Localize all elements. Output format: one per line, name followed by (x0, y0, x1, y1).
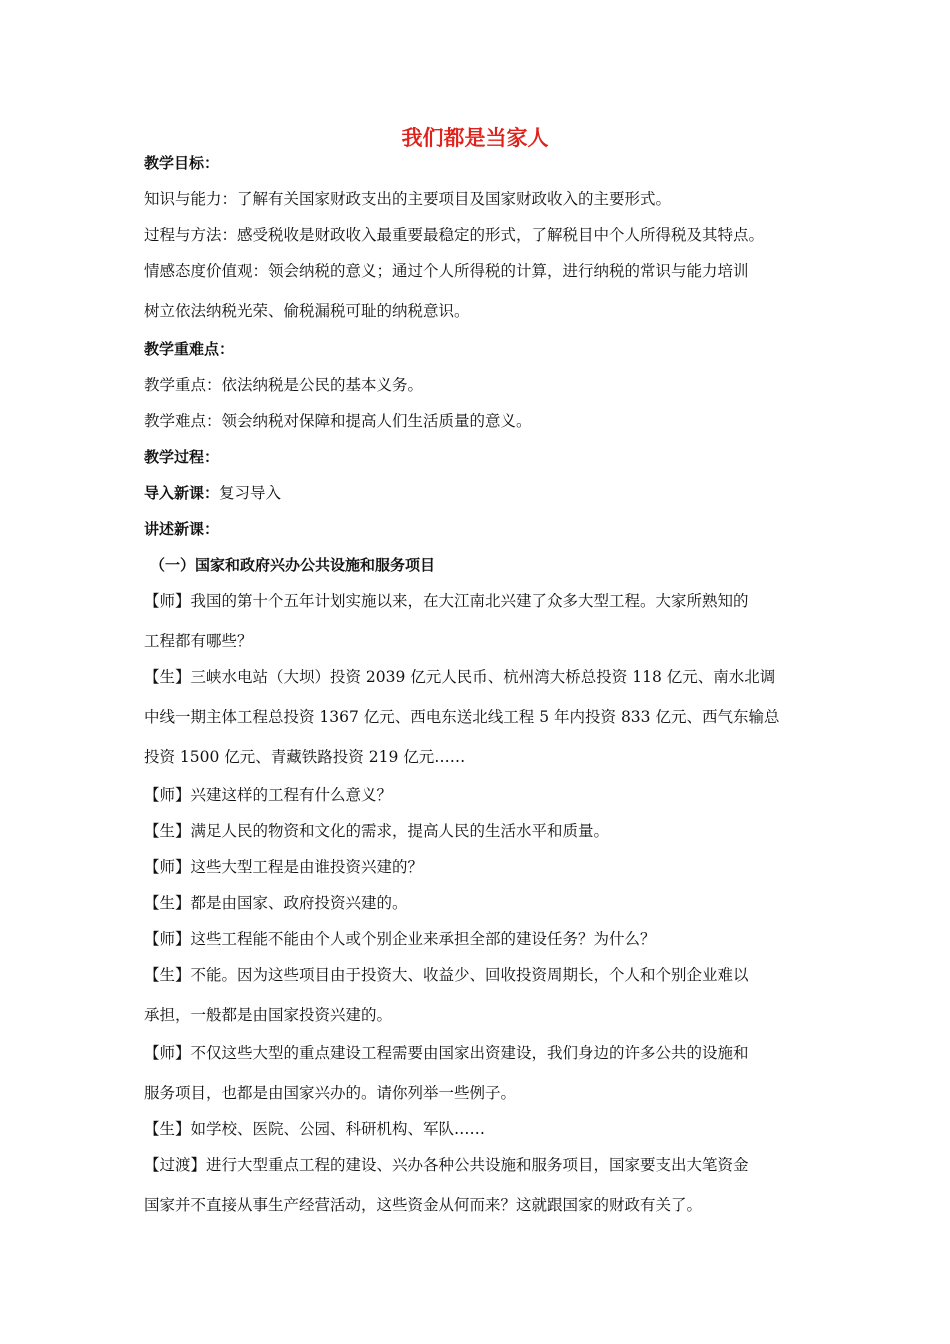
paragraph-line: 【过渡】进行大型重点工程的建设、兴办各种公共设施和服务项目，国家要支出大笔资金 (144, 1156, 749, 1174)
inline-label: 导入新课： (144, 484, 220, 502)
paragraph-line: 【师】兴建这样的工程有什么意义？ (144, 786, 393, 804)
paragraph-line: 【生】都是由国家、政府投资兴建的。 (144, 894, 408, 912)
paragraph-line: 树立依法纳税光荣、偷税漏税可耻的纳税意识。 (144, 302, 470, 320)
paragraph-line: 情感态度价值观：领会纳税的意义；通过个人所得税的计算，进行纳税的常识与能力培训 (144, 262, 749, 280)
paragraph-line: 教学重点：依法纳税是公民的基本义务。 (144, 376, 424, 394)
paragraph-line: 【师】这些工程能不能由个人或个别企业来承担全部的建设任务？为什么？ (144, 930, 656, 948)
paragraph-line: 工程都有哪些？ (144, 632, 253, 650)
inline-text: 复习导入 (219, 484, 282, 502)
document-title: 我们都是当家人 (401, 126, 549, 150)
section-heading: （一）国家和政府兴办公共设施和服务项目 (150, 556, 436, 574)
paragraph-line: 教学难点：领会纳税对保障和提高人们生活质量的意义。 (144, 412, 532, 430)
paragraph-line: 【生】三峡水电站（大坝）投资 2039 亿元人民币、杭州湾大桥总投资 118 亿元、南水北调 (144, 668, 776, 686)
section-heading: 教学重难点： (144, 340, 235, 358)
paragraph-line: 【生】满足人民的物资和文化的需求，提高人民的生活水平和质量。 (144, 822, 610, 840)
paragraph-line: 【师】不仅这些大型的重点建设工程需要由国家出资建设，我们身边的许多公共的设施和 (144, 1044, 749, 1062)
paragraph-line: 知识与能力：了解有关国家财政支出的主要项目及国家财政收入的主要形式。 (144, 190, 672, 208)
paragraph-line: 承担，一般都是由国家投资兴建的。 (144, 1006, 393, 1024)
paragraph-line: 过程与方法：感受税收是财政收入最重要最稳定的形式，了解税目中个人所得税及其特点。 (144, 226, 765, 244)
section-heading: 讲述新课： (144, 520, 220, 538)
paragraph-line: 服务项目，也都是由国家兴办的。请你列举一些例子。 (144, 1084, 517, 1102)
paragraph-line: 中线一期主体工程总投资 1367 亿元、西电东送北线工程 5 年内投资 833 亿元、西气东输总 (144, 708, 780, 726)
section-heading: 教学目标： (144, 154, 220, 172)
paragraph-line: 【师】这些大型工程是由谁投资兴建的？ (144, 858, 424, 876)
paragraph-line (144, 482, 824, 504)
paragraph-line: 【师】我国的第十个五年计划实施以来，在大江南北兴建了众多大型工程。大家所熟知的 (144, 592, 749, 610)
section-heading: 教学过程： (144, 448, 220, 466)
paragraph-line: 国家并不直接从事生产经营活动，这些资金从何而来？这就跟国家的财政有关了。 (144, 1196, 703, 1214)
paragraph-line: 投资 1500 亿元、青藏铁路投资 219 亿元…… (144, 748, 466, 766)
paragraph-line: 【生】不能。因为这些项目由于投资大、收益少、回收投资周期长，个人和个别企业难以 (144, 966, 749, 984)
paragraph-line: 【生】如学校、医院、公园、科研机构、军队…… (144, 1120, 486, 1138)
